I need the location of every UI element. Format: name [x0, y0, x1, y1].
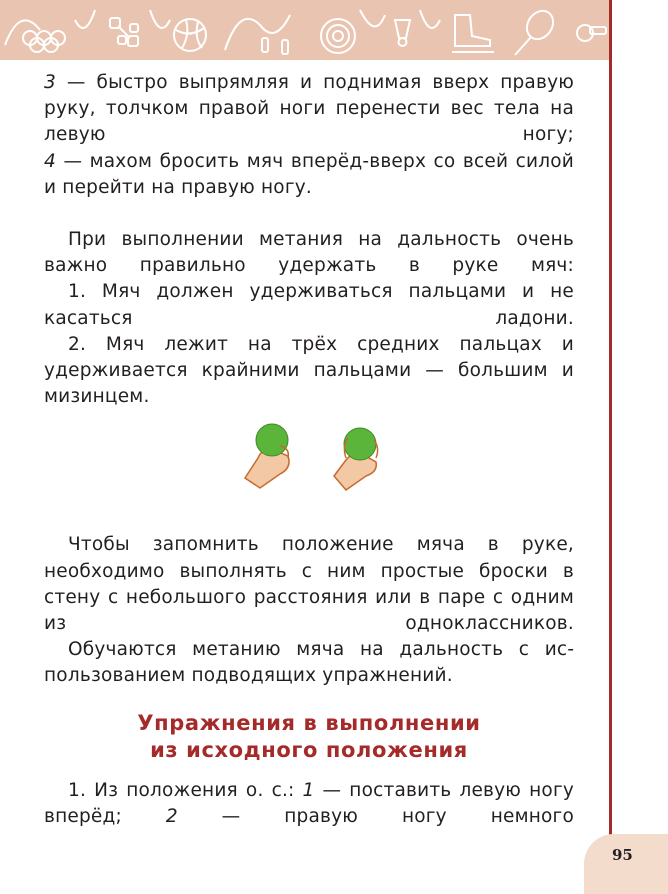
step-number: 1 — [302, 779, 315, 801]
step-3-text — [44, 70, 574, 149]
heading-line-1: Упражнения в выполнении — [137, 710, 481, 735]
ball-grip-illustrations — [44, 418, 574, 510]
grip-rule-2: 2. Мяч лежит на трёх средних пальцах и удерживается крайними пальцами — большим и мизинцем. — [44, 333, 574, 408]
target-icon — [321, 19, 355, 53]
grip-rule-1: 1. Мяч должен удерживаться пальцами и не касаться ладони. — [44, 281, 574, 329]
hand-holding-ball-fingers-icon — [326, 418, 386, 498]
racket-icon — [515, 6, 558, 55]
exercise-text: — поставить левую ногу вперёд; — [44, 779, 575, 827]
header-sport-icons-band — [0, 0, 610, 60]
skate-icon — [452, 15, 494, 52]
step-4-text — [44, 149, 574, 201]
remember-paragraph: Чтобы запомнить положение мяча в руке, необходимо выполнять с ним простые броски в стену с небольшого расстояния или в паре с одним из одноклассников. — [44, 534, 574, 635]
exercise-text: 1. Из положения о. с.: — [68, 779, 303, 801]
heading-line-2: из исходного положения — [150, 737, 468, 762]
shuttlecock-icon — [395, 20, 410, 46]
decor-curve-icon — [150, 10, 170, 28]
page-number-tab — [584, 834, 668, 894]
decor-curve-icon — [360, 10, 385, 26]
jump-rope-icon — [225, 15, 290, 54]
step-number: 4 — [44, 150, 56, 172]
header-decoration — [0, 0, 610, 60]
exercise-1-text — [44, 778, 574, 830]
step-number: 3 — [44, 72, 56, 93]
olympic-rings-icon — [23, 31, 65, 52]
grip-intro-paragraph: При выполнении метания на дальность очень важно правильно удержать в руке мяч: — [44, 229, 574, 277]
step-text: — махом бросить мяч вперёд-вверх со всей силой и перейти на правую ногу. — [44, 150, 574, 198]
volleyball-icon — [174, 19, 206, 51]
decor-curve-icon — [420, 10, 440, 28]
exercise-text: — правую ногу немного — [177, 805, 574, 827]
decor-curve-icon — [75, 10, 95, 28]
step-text: — быстро выпрямляя и поднимая вверх правую руку, толчком правой ноги перенести вес тела на левую ногу; — [44, 72, 574, 146]
step-number: 2 — [165, 805, 178, 827]
section-heading — [44, 710, 574, 764]
page-content — [44, 70, 574, 830]
page-number: 95 — [612, 846, 633, 864]
training-paragraph: Обучаются метанию мяча на дальность с использованием подводящих упражнений. — [44, 639, 574, 687]
whistle-icon — [577, 25, 606, 41]
dumbbells-icon — [110, 18, 138, 46]
hand-holding-ball-icon — [240, 418, 300, 498]
page-edge-rule — [609, 0, 612, 894]
